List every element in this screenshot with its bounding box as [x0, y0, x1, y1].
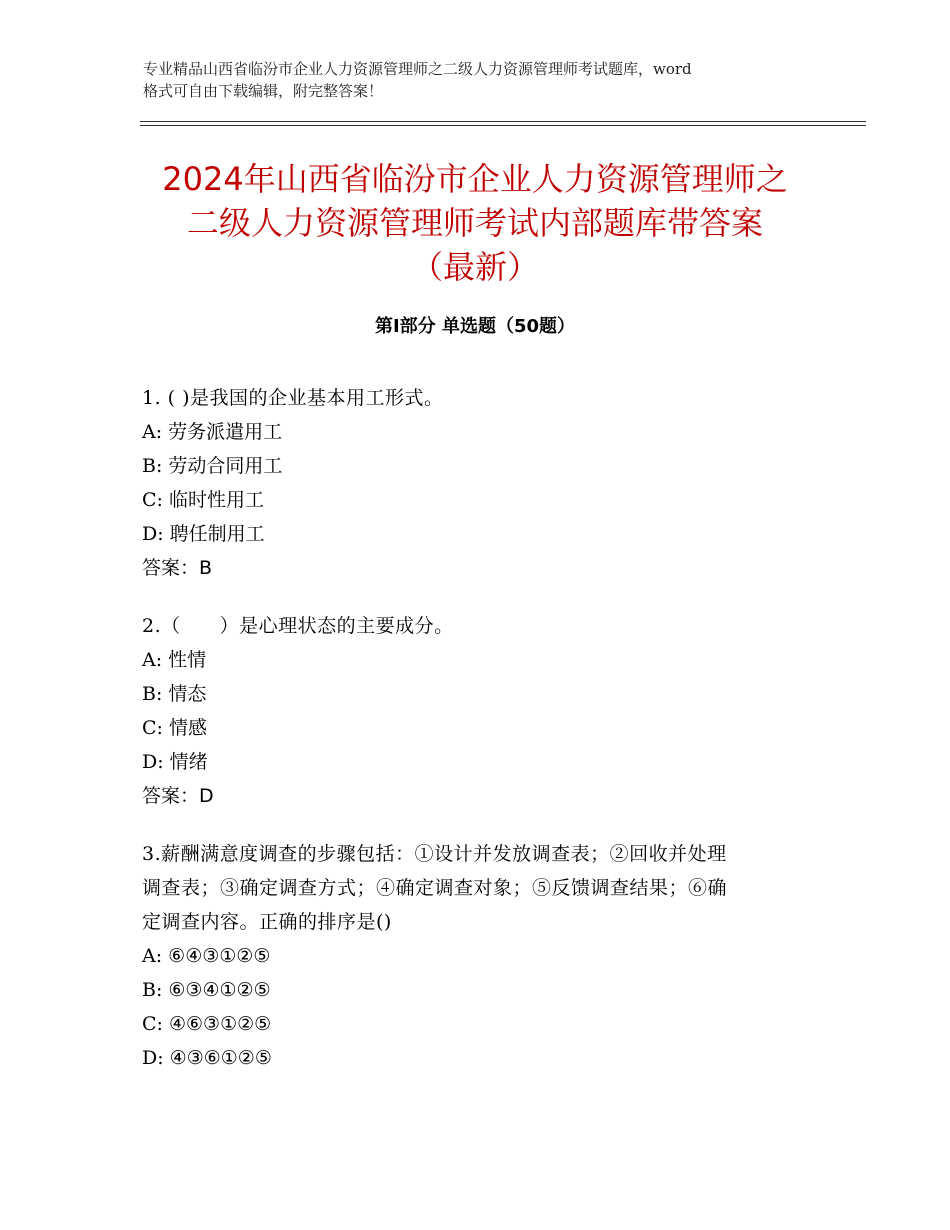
option-c: C: ④⑥③①②⑤ — [142, 1013, 272, 1035]
answer: 答案：B — [142, 557, 213, 579]
question-3 — [142, 837, 812, 1075]
option-d: D: ④③⑥①②⑤ — [142, 1047, 272, 1069]
option-b: B: 劳动合同用工 — [142, 455, 283, 477]
answer: 答案：D — [142, 785, 214, 807]
header-rule — [140, 121, 866, 122]
section-heading: 第Ⅰ部分 单选题（50题） — [374, 316, 575, 337]
title-line2: 二级人力资源管理师考试内部题库带答案 — [186, 204, 763, 242]
title-line1: 2024年山西省临汾市企业人力资源管理师之 — [162, 160, 788, 198]
header-note — [143, 58, 823, 102]
question-stem-line2: 调查表；③确定调查方式；④确定调查对象；⑤反馈调查结果；⑥确 — [142, 877, 728, 899]
title-line3: （最新） — [410, 248, 539, 286]
header-rule-secondary — [140, 125, 866, 126]
question-stem: 2.（ ）是心理状态的主要成分。 — [142, 615, 454, 637]
option-d: D: 聘任制用工 — [142, 523, 265, 545]
question-stem-line3: 定调查内容。正确的排序是() — [142, 911, 392, 933]
question-stem-line1: 3.薪酬满意度调查的步骤包括：①设计并发放调查表；②回收并处理 — [142, 843, 727, 865]
option-a: A: ⑥④③①②⑤ — [142, 945, 271, 967]
question-1 — [142, 381, 812, 585]
option-a: A: 劳务派遣用工 — [142, 421, 283, 443]
question-list — [142, 381, 812, 1099]
document-title — [110, 157, 840, 289]
option-c: C: 临时性用工 — [142, 489, 264, 511]
question-stem: 1. ( )是我国的企业基本用工形式。 — [142, 387, 444, 409]
option-d: D: 情绪 — [142, 751, 208, 773]
question-2 — [142, 609, 812, 813]
header-note-line2: 格式可自由下载编辑，附完整答案！ — [143, 82, 384, 100]
header-note-line1: 专业精品山西省临汾市企业人力资源管理师之二级人力资源管理师考试题库，word — [143, 60, 692, 78]
option-b: B: ⑥③④①②⑤ — [142, 979, 271, 1001]
option-b: B: 情态 — [142, 683, 207, 705]
option-a: A: 性情 — [142, 649, 207, 671]
option-c: C: 情感 — [142, 717, 207, 739]
